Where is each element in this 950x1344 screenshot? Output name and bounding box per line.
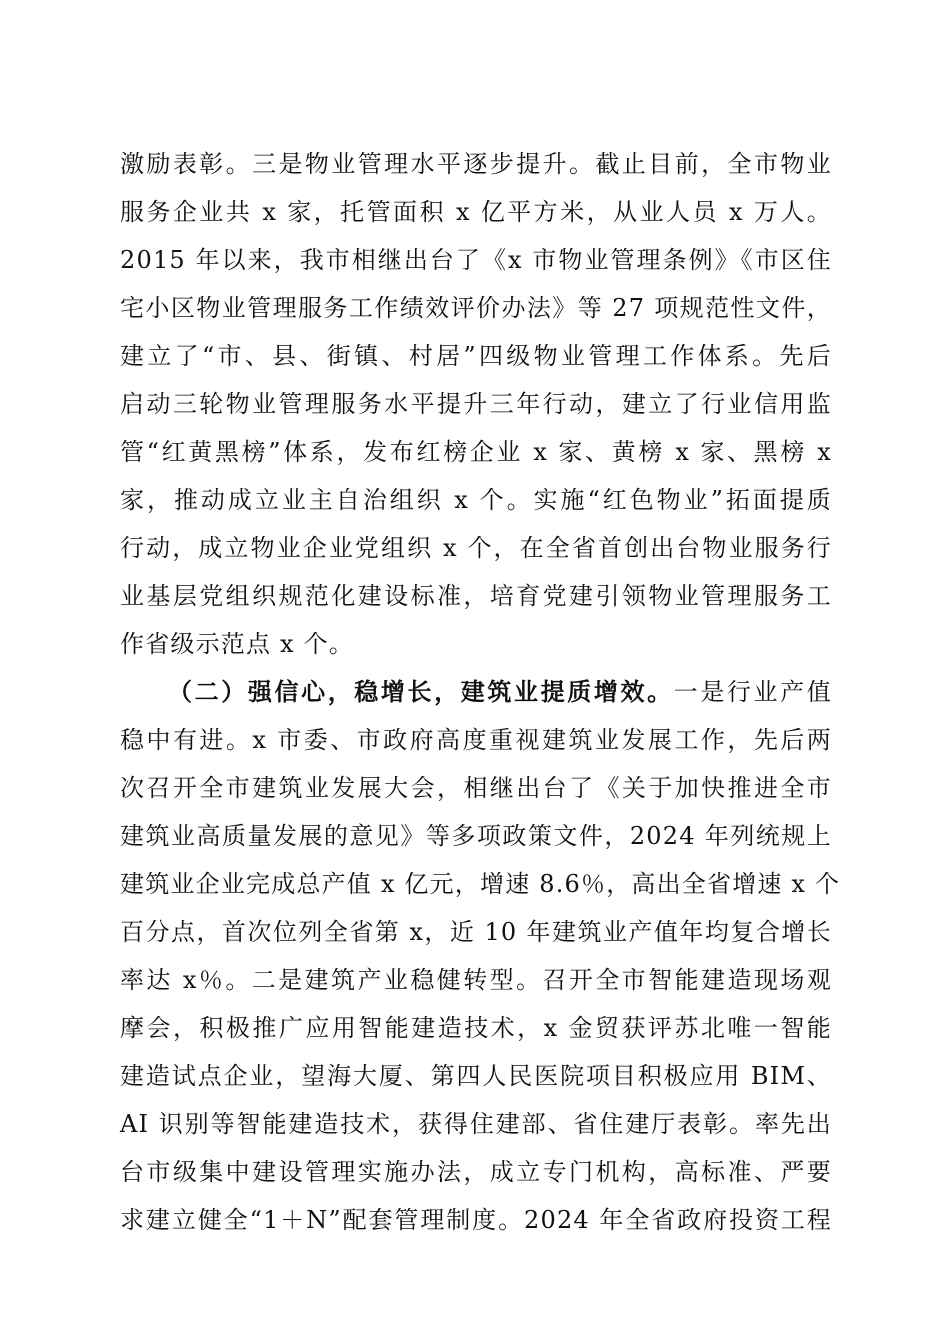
text-line: AI 识别等智能建造技术，获得住建部、省住建厅表彰。率先出 <box>120 1110 832 1138</box>
text-line: 摩会，积极推广应用智能建造技术，x 金贸获评苏北唯一智能 <box>120 1014 832 1042</box>
text-line: 次召开全市建筑业发展大会，相继出台了《关于加快推进全市 <box>120 774 832 802</box>
text-line: 百分点，首次位列全省第 x，近 10 年建筑业产值年均复合增长 <box>120 918 832 946</box>
text-line: 求建立健全“1＋N”配套管理制度。2024 年全省政府投资工程 <box>120 1206 832 1234</box>
text-line: 率达 x％。二是建筑产业稳健转型。召开全市智能建造现场观 <box>120 966 832 994</box>
text-line: 建筑业企业完成总产值 x 亿元，增速 8.6％，高出全省增速 x 个 <box>120 870 841 898</box>
text-line: 激励表彰。三是物业管理水平逐步提升。截止目前，全市物业 <box>120 150 832 178</box>
paragraph-2 <box>120 668 841 1244</box>
text-line: 稳中有进。x 市委、市政府高度重视建筑业发展工作，先后两 <box>120 726 832 754</box>
section-heading: （二）强信心，稳增长，建筑业提质增效。 <box>168 677 674 706</box>
text-line: 业基层党组织规范化建设标准，培育党建引领物业管理服务工 <box>120 582 832 610</box>
text-line: 行动，成立物业企业党组织 x 个，在全省首创出台物业服务行 <box>120 534 832 562</box>
paragraph-1 <box>120 140 832 668</box>
text-line: 管“红黄黑榜”体系，发布红榜企业 x 家、黄榜 x 家、黑榜 x <box>120 438 832 466</box>
text-line: 作省级示范点 x 个。 <box>120 630 354 658</box>
text-line: 服务企业共 x 家，托管面积 x 亿平方米，从业人员 x 万人。 <box>120 198 832 226</box>
section-heading-line <box>120 668 832 716</box>
text-line: 建立了“市、县、街镇、村居”四级物业管理工作体系。先后 <box>120 342 832 370</box>
text-line: 台市级集中建设管理实施办法，成立专门机构，高标准、严要 <box>120 1158 832 1186</box>
body-text <box>120 140 841 1244</box>
text-line: 宅小区物业管理服务工作绩效评价办法》等 27 项规范性文件， <box>120 294 832 322</box>
text-line: 建筑业高质量发展的意见》等多项政策文件，2024 年列统规上 <box>120 822 832 850</box>
heading-line-text: 一是行业产值 <box>673 678 832 706</box>
text-line: 家，推动成立业主自治组织 x 个。实施“红色物业”拓面提质 <box>120 486 832 514</box>
text-line: 启动三轮物业管理服务水平提升三年行动，建立了行业信用监 <box>120 390 832 418</box>
text-line: 2015 年以来，我市相继出台了《x 市物业管理条例》《市区住 <box>120 246 832 274</box>
text-line: 建造试点企业，望海大厦、第四人民医院项目积极应用 BIM、 <box>120 1062 832 1090</box>
